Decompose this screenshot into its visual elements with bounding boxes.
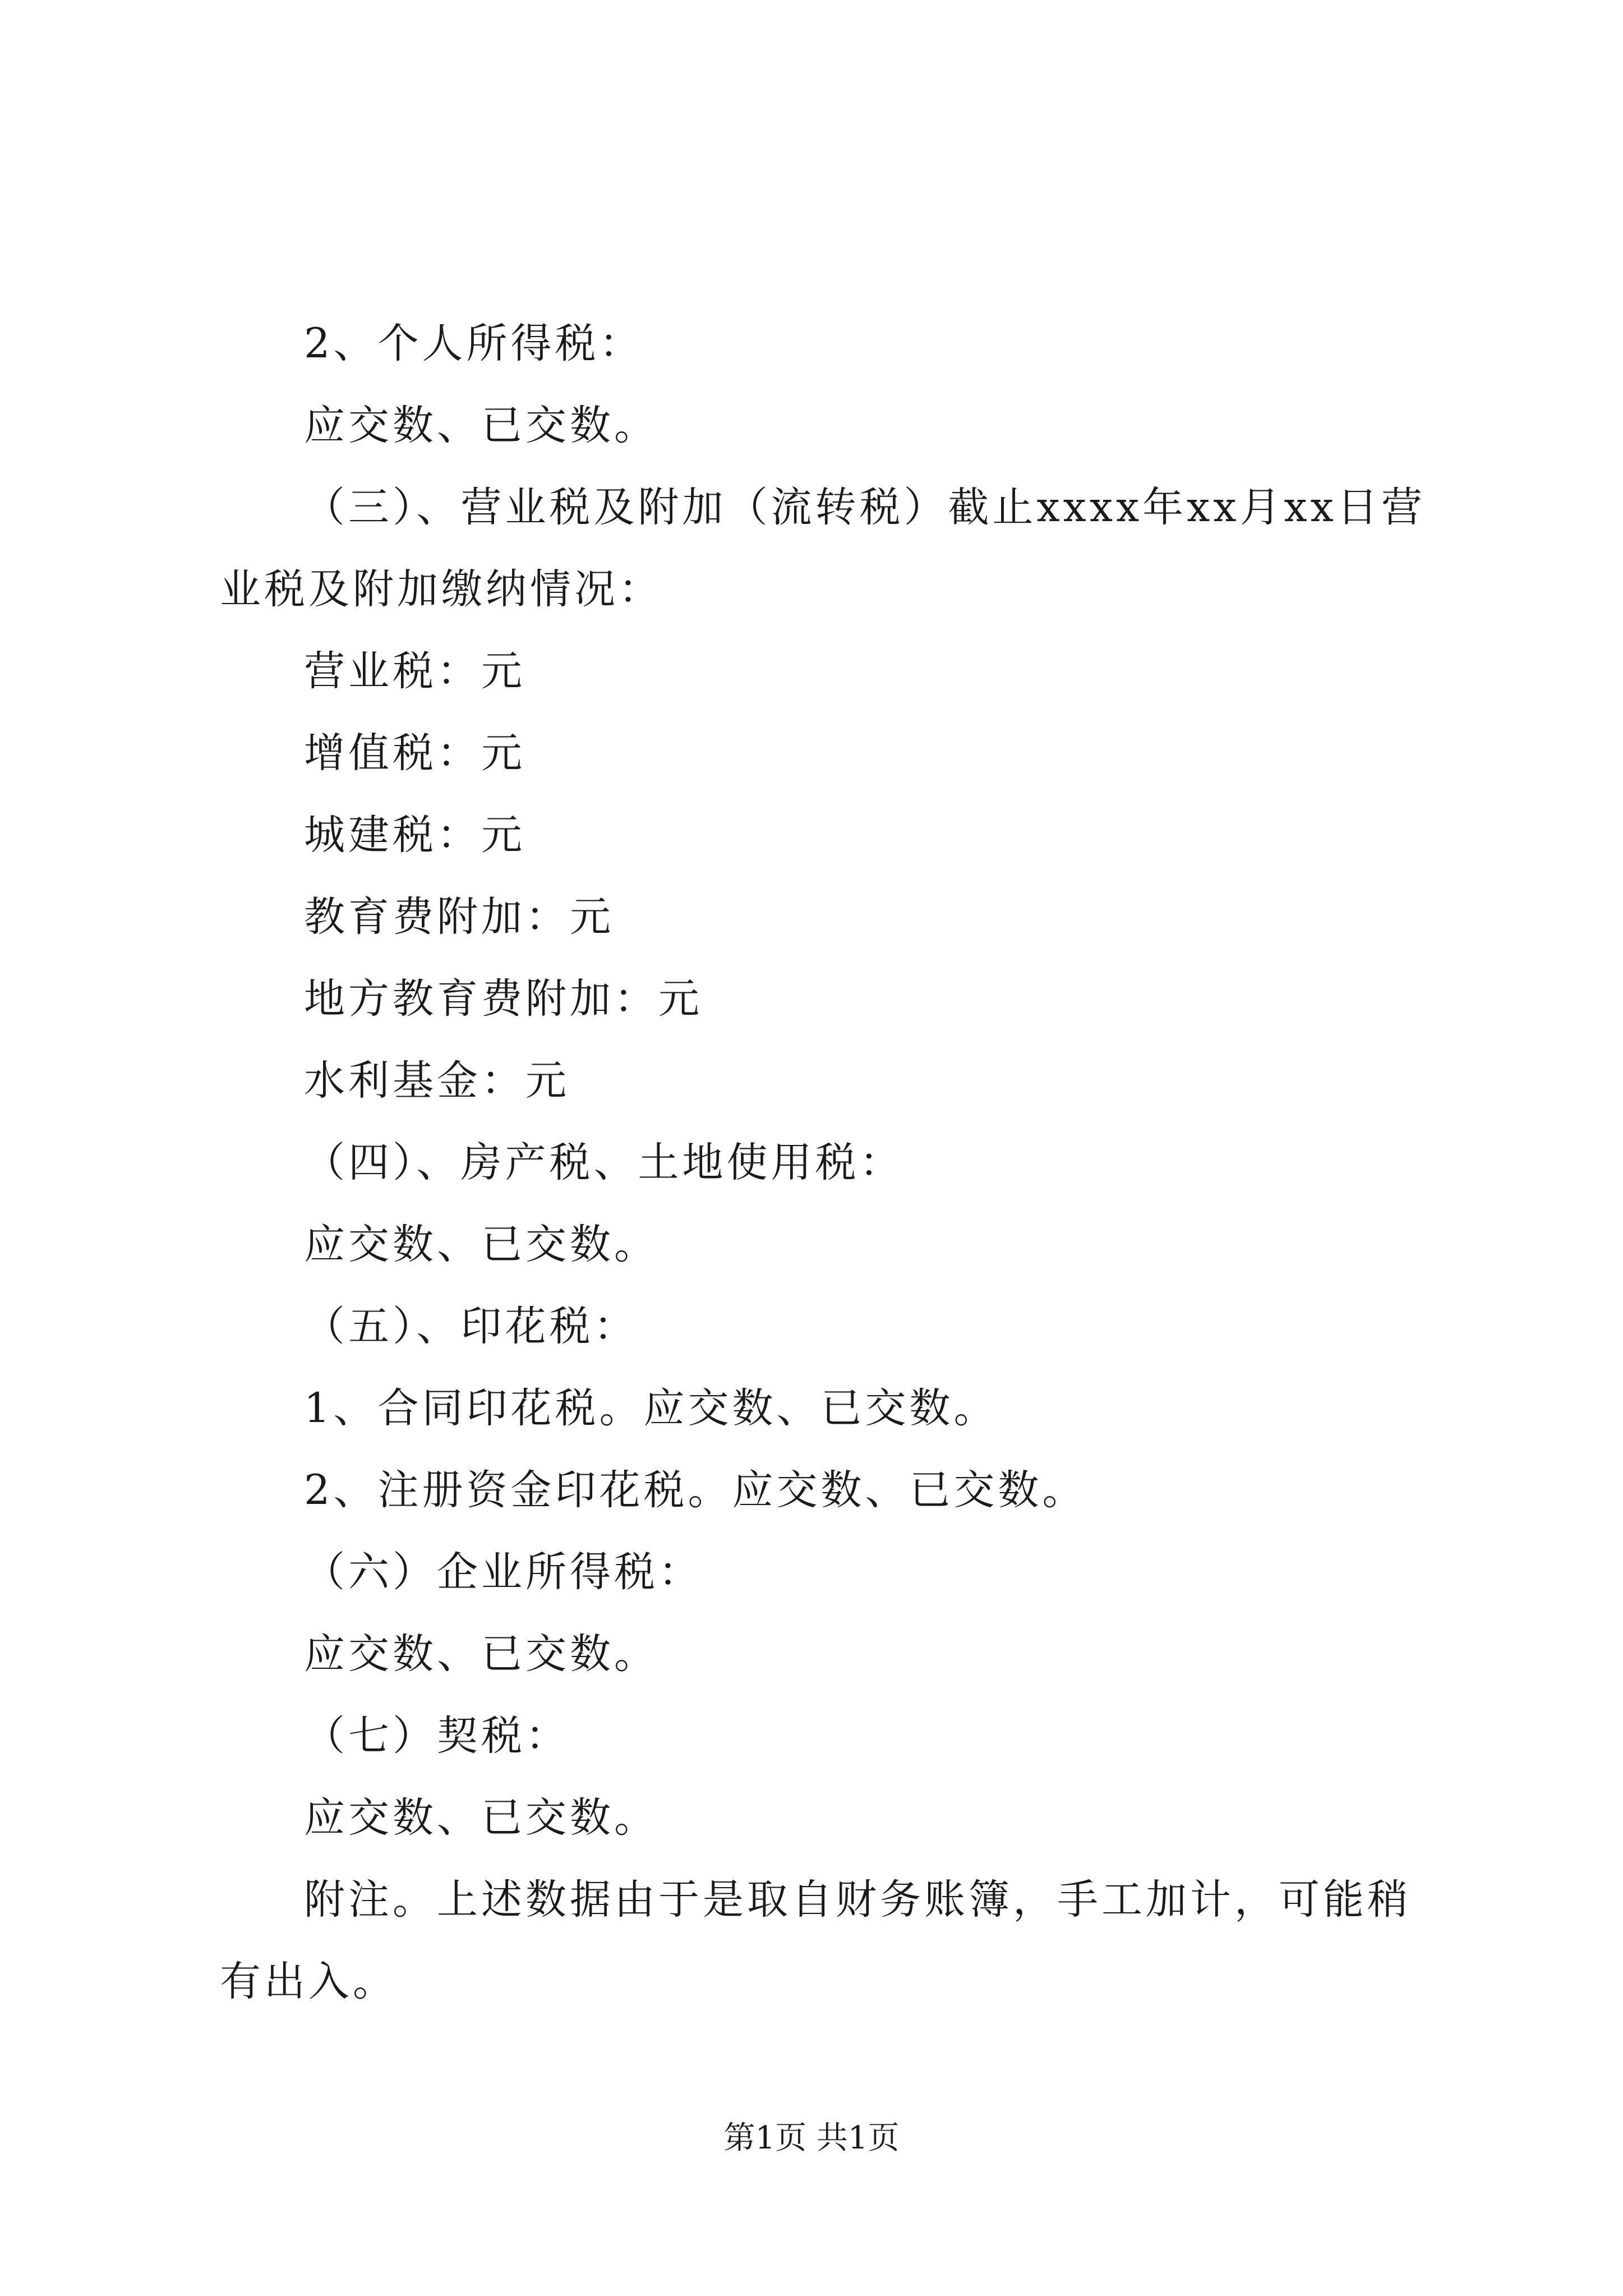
paragraph-deed-tax-heading: （七）契税： xyxy=(304,1712,570,1760)
paragraph-capital-stamp-tax: 2、注册资金印花税。应交数、已交数。 xyxy=(304,1466,1087,1514)
paragraph-urban-construction-tax: 城建税：元 xyxy=(304,811,525,859)
document-body xyxy=(220,303,1426,2023)
paragraph-local-education-surcharge: 地方教育费附加：元 xyxy=(304,975,703,1023)
page-footer: 第1页 共1页 xyxy=(723,2120,900,2156)
paragraph-corporate-income-tax-heading: （六）企业所得税： xyxy=(304,1548,703,1596)
paragraph-business-tax-heading: （三）、营业税及附加（流转税）截止xxxx年xx月xx日营业税及附加缴纳情况： xyxy=(220,484,1426,613)
paragraph-vat: 增值税：元 xyxy=(304,729,525,777)
paragraph-property-land-tax-heading: （四）、房产税、土地使用税： xyxy=(304,1139,904,1186)
paragraph-amount-due-paid: 应交数、已交数。 xyxy=(304,402,658,449)
paragraph-personal-income-tax: 2、个人所得税： xyxy=(304,320,644,367)
paragraph-business-tax: 营业税：元 xyxy=(304,647,525,695)
paragraph-note: 附注。上述数据由于是取自财务账簿，手工加计，可能稍有出入。 xyxy=(220,1876,1412,2005)
paragraph-stamp-tax-heading: （五）、印花税： xyxy=(304,1303,638,1350)
paragraph-amount-due-paid: 应交数、已交数。 xyxy=(304,1221,658,1268)
paragraph-education-surcharge: 教育费附加：元 xyxy=(304,893,614,941)
paragraph-contract-stamp-tax: 1、合同印花税。应交数、已交数。 xyxy=(304,1384,998,1432)
paragraph-water-conservancy-fund: 水利基金：元 xyxy=(304,1057,570,1105)
paragraph-amount-due-paid: 应交数、已交数。 xyxy=(304,1794,658,1842)
paragraph-amount-due-paid: 应交数、已交数。 xyxy=(304,1630,658,1678)
